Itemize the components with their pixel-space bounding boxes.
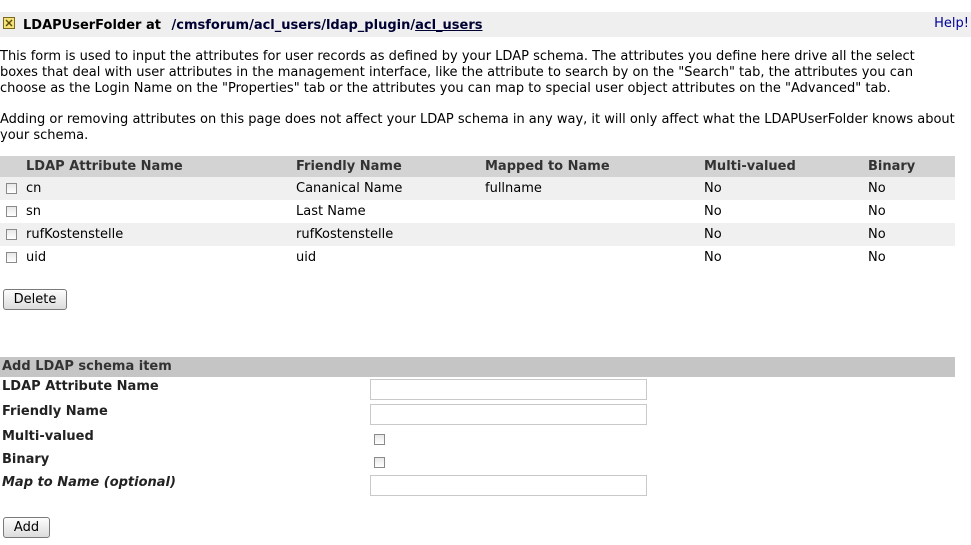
add-button[interactable]: Add (3, 517, 50, 538)
cell-binary: No (868, 204, 886, 219)
cell-friendly-name: Cananical Name (296, 177, 485, 200)
attr-name-label: LDAP Attribute Name (2, 379, 159, 394)
table-header-row (0, 156, 955, 177)
cell-friendly-name: rufKostenstelle (296, 223, 485, 246)
breadcrumb-separator: / (410, 18, 416, 33)
breadcrumb-ldap-plugin[interactable]: ldap_plugin (325, 18, 411, 33)
friendly-name-input[interactable] (370, 404, 647, 425)
breadcrumb-cmsforum[interactable]: /cmsforum (171, 18, 250, 33)
column-header-friendly-name: Friendly Name (296, 156, 485, 177)
delete-button[interactable]: Delete (3, 289, 67, 310)
cell-multivalued: No (704, 204, 722, 219)
breadcrumb-acl-users[interactable]: acl_users (253, 18, 322, 33)
cell-attribute-name: sn (26, 204, 42, 219)
binary-checkbox[interactable] (374, 457, 385, 468)
cell-binary: No (868, 177, 955, 200)
cell-multivalued: No (704, 177, 868, 200)
breadcrumb-separator: / (249, 18, 254, 33)
column-header-binary: Binary (868, 156, 955, 177)
row-select-checkbox[interactable] (6, 206, 17, 217)
breadcrumb-acl-users-current[interactable]: acl_users (415, 18, 483, 33)
cell-friendly-name: uid (296, 250, 317, 265)
description-paragraph-2: Adding or removing attributes on this page does not affect your LDAP schema in any way, it will only affect what the LDAPUserFolder knows about your schema. (0, 112, 955, 143)
binary-checkbox-wrap (374, 455, 385, 470)
title-prefix: LDAPUserFolder at (23, 18, 161, 33)
cell-mapped-name (485, 246, 704, 269)
description-paragraph-1: This form is used to input the attributes for user records as defined by your LDAP schema. The attributes you define here drive all the select boxes that deal with user attributes in the management interface, like the attribute to search by on the "Search" tab, the attributes you can choose as the Login Name on the "Properties" tab or the attributes you can map to special user object attributes on the "Advanced" tab. (0, 49, 915, 96)
multivalued-label: Multi-valued (2, 429, 94, 444)
breadcrumb-separator: / (321, 18, 326, 33)
column-header-multivalued: Multi-valued (704, 156, 868, 177)
help-link[interactable]: Help! (934, 16, 969, 31)
cell-multivalued: No (704, 223, 868, 246)
multivalued-checkbox[interactable] (374, 434, 385, 445)
cell-attribute-name: cn (26, 177, 296, 200)
table-row (0, 223, 955, 246)
attr-name-input[interactable] (370, 379, 647, 400)
cell-friendly-name: Last Name (296, 204, 366, 219)
cell-multivalued: No (704, 250, 722, 265)
row-select-checkbox[interactable] (6, 183, 17, 194)
breadcrumb (172, 18, 483, 33)
add-schema-section-header (0, 357, 955, 377)
row-select-checkbox[interactable] (6, 229, 17, 240)
multivalued-checkbox-wrap (374, 432, 385, 447)
row-select-checkbox[interactable] (6, 252, 17, 263)
map-to-name-label: Map to Name (optional) (2, 475, 176, 490)
table-row (0, 200, 955, 223)
cell-mapped-name: fullname (485, 177, 704, 200)
table-row (0, 246, 955, 269)
cell-binary: No (868, 250, 886, 265)
cell-mapped-name (485, 200, 704, 223)
column-header-mapped-name: Mapped to Name (485, 156, 704, 177)
friendly-name-label: Friendly Name (2, 404, 108, 419)
binary-label: Binary (2, 452, 50, 467)
add-schema-heading: Add LDAP schema item (2, 359, 172, 374)
column-header-ldap-attribute: LDAP Attribute Name (26, 156, 296, 177)
cell-binary: No (868, 223, 955, 246)
header-bar (0, 12, 971, 37)
ldap-folder-icon (3, 17, 15, 29)
cell-attribute-name: rufKostenstelle (26, 223, 296, 246)
page-title (23, 18, 483, 33)
cell-attribute-name: uid (26, 250, 47, 265)
select-column-header (0, 156, 26, 177)
map-to-name-input[interactable] (370, 475, 647, 496)
attributes-table (0, 156, 955, 269)
cell-mapped-name (485, 223, 704, 246)
table-row (0, 177, 955, 200)
